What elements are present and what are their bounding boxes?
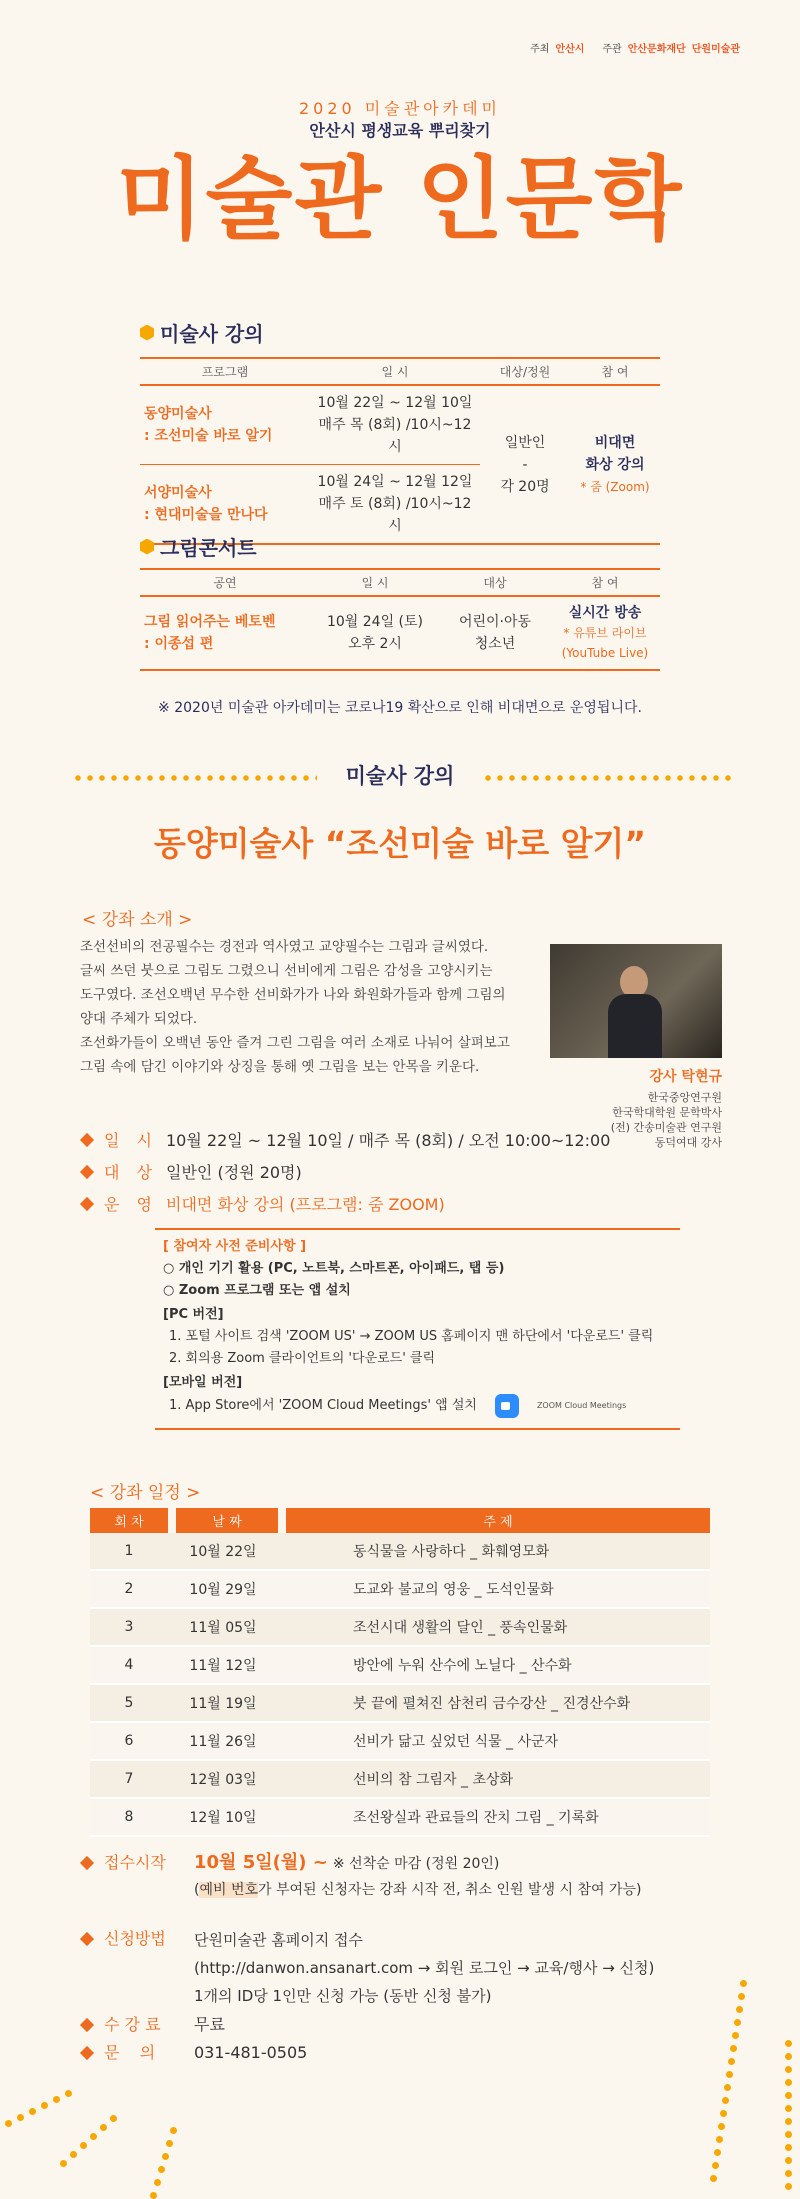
- intro-line: 조선화가들이 오백년 동안 즐겨 그린 그림을 여러 소재로 나눠어 살펴보고: [80, 1035, 510, 1051]
- col-target: 대상/정원: [480, 358, 570, 385]
- intro-line: 그림 속에 담긴 이야기와 상징을 통해 옛 그림을 보는 안목을 키운다.: [80, 1059, 480, 1075]
- fee-value: 무료: [194, 2015, 225, 2034]
- decor-dot: [732, 2032, 739, 2039]
- decor-dot: [710, 2175, 717, 2182]
- reserve-note: 가 부여된 신청자는 강좌 시작 전, 취소 인원 발생 시 참여 가능): [258, 1882, 642, 1898]
- fee-row: [82, 2012, 225, 2038]
- decor-dot: [720, 2110, 727, 2117]
- col-target: 대상: [440, 569, 550, 596]
- info-value: 10월 22일 ~ 12월 10일 / 매주 목 (8회) / 오전 10:00~12:00: [166, 1131, 611, 1150]
- mobile-step: 1. App Store에서 'ZOOM Cloud Meetings' 앱 설치: [169, 1398, 477, 1413]
- intro-line: 글씨 쓰던 붓으로 그림도 그렸으니 선비에게 그림은 감성을 고양시키는: [80, 963, 493, 979]
- decor-dot: [785, 2105, 792, 2112]
- session-date: 12월 10일: [168, 1799, 278, 1837]
- diamond-bullet-icon: [80, 1132, 94, 1146]
- info-operation: [82, 1192, 445, 1215]
- decor-dot: [785, 2131, 792, 2138]
- intro-text: [80, 935, 530, 1079]
- decor-dot: [785, 2092, 792, 2099]
- decor-dot: [738, 1993, 745, 2000]
- session-no: 5: [90, 1685, 168, 1723]
- capacity: 각 20명: [500, 478, 550, 495]
- diamond-bullet-icon: [80, 1196, 94, 1210]
- decor-dot: [29, 2108, 36, 2115]
- lecture-band-title: 미술사 강의: [345, 764, 455, 788]
- program-time: 매주 목 (8회) /10시~12시: [318, 417, 472, 455]
- bio-line: 동덕여대 강사: [654, 1136, 722, 1149]
- concert-date: 10월 24일 (토): [326, 614, 424, 630]
- session-subject: 조선시대 생활의 달인 _ 풍속인물화: [278, 1609, 710, 1647]
- lecturer-photo: [550, 944, 722, 1058]
- intro-line: 조선선비의 전공필수는 경전과 역사였고 교양필수는 그림과 글씨였다.: [80, 939, 489, 955]
- contact-value: 031-481-0505: [194, 2043, 308, 2062]
- col-session: 회 차: [90, 1508, 168, 1533]
- art-history-table: [140, 357, 660, 545]
- diamond-bullet-icon: [80, 1932, 94, 1946]
- intro-line: 양대 주체가 되었다.: [80, 1011, 198, 1027]
- youtube-live: * 유튜브 라이브: [563, 626, 647, 640]
- apply-start: [82, 1850, 641, 1903]
- schedule-table: [90, 1508, 710, 1837]
- session-date: 10월 22일: [168, 1533, 278, 1571]
- decor-dot: [41, 2102, 48, 2109]
- concert-target2: 청소년: [474, 636, 516, 652]
- decor-dot: [718, 2123, 725, 2130]
- intro-heading: < 강좌 소개 >: [82, 910, 193, 930]
- organizer-logos: [602, 40, 740, 55]
- decor-dot: [736, 2006, 743, 2013]
- contact-row: [82, 2040, 307, 2066]
- session-no: 1: [90, 1533, 168, 1571]
- col-program: 프로그램: [140, 358, 310, 385]
- program-date: 10월 24일 ~ 12월 12일: [317, 474, 473, 490]
- diamond-bullet-icon: [80, 1164, 94, 1178]
- method-url[interactable]: (http://danwon.ansanart.com → 회원 로그인 → 교육/행사 → 신청): [194, 1959, 655, 1977]
- bio-line: (전) 간송미술관 연구원: [610, 1121, 722, 1134]
- diamond-bullet-icon: [80, 2018, 94, 2032]
- info-label: 일 시: [104, 1131, 158, 1150]
- ansan-logo: 안산시: [555, 44, 585, 55]
- session-date: 11월 19일: [168, 1685, 278, 1723]
- info-label: 운 영: [104, 1195, 158, 1214]
- session-no: 8: [90, 1799, 168, 1837]
- session-subject: 선비가 닮고 싶었던 식물 _ 사군자: [278, 1723, 710, 1761]
- target: 일반인: [504, 434, 546, 451]
- dash: -: [522, 456, 528, 473]
- decor-dot: [70, 2151, 77, 2158]
- col-participation: 참 여: [550, 569, 660, 596]
- sponsor-logos: [530, 40, 740, 55]
- participation-type2: 화상 강의: [585, 456, 645, 473]
- session-no: 3: [90, 1609, 168, 1647]
- concert-name: 그림 읽어주는 베토벤: [144, 614, 276, 630]
- session-no: 2: [90, 1571, 168, 1609]
- table-row: [90, 1571, 710, 1609]
- apply-start-date: 10월 5일(월) ~: [194, 1852, 328, 1873]
- hexagon-icon: [140, 539, 154, 555]
- zoom-app-name: ZOOM Cloud Meetings: [536, 1401, 627, 1410]
- table-row: [140, 596, 660, 670]
- decor-dot: [785, 2040, 792, 2047]
- method-line: 단원미술관 홈페이지 접수: [194, 1931, 363, 1949]
- concert-table: [140, 568, 660, 671]
- program-subtitle: : 조선미술 바로 알기: [144, 428, 273, 444]
- lecture-title: 동양미술사 “조선미술 바로 알기”: [153, 824, 647, 863]
- pc-version-title: [PC 버전]: [163, 1307, 224, 1322]
- paren-open: (: [194, 1882, 200, 1898]
- hexagon-icon: [140, 325, 154, 341]
- program-name: 동양미술사: [144, 406, 212, 422]
- pc-step: 1. 포털 사이트 검색 'ZOOM US' → ZOOM US 홈페이지 맨 하단에서 '다운로드' 클릭: [169, 1329, 654, 1344]
- apply-start-note: ※ 선착순 마감 (정원 20인): [332, 1856, 500, 1872]
- decor-dot: [785, 2118, 792, 2125]
- decor-dot: [734, 2019, 741, 2026]
- intro-line: 도구였다. 조선오백년 무수한 선비화가가 나와 화원화가들과 함께 그림의: [80, 987, 506, 1003]
- table-row: [90, 1647, 710, 1685]
- decor-dot: [730, 2045, 737, 2052]
- session-no: 7: [90, 1761, 168, 1799]
- session-no: 6: [90, 1723, 168, 1761]
- session-date: 11월 26일: [168, 1723, 278, 1761]
- prep-item: ○ 개인 기기 활용 (PC, 노트북, 스마트폰, 아이패드, 탭 등): [163, 1261, 505, 1276]
- bio-line: 한국학대학원 문학박사: [612, 1106, 722, 1119]
- decor-dot: [154, 2179, 161, 2186]
- section-title: 그림콘서트: [160, 536, 257, 560]
- decor-dot: [724, 2084, 731, 2091]
- preparation-box: [155, 1228, 680, 1430]
- col-date: 일 시: [310, 569, 440, 596]
- decor-dot: [60, 2160, 67, 2167]
- lecturer-name: 강사 탁현규: [649, 1069, 722, 1085]
- participation-tool: * 줌 (Zoom): [580, 479, 650, 494]
- decor-dot: [158, 2166, 165, 2173]
- decor-dot: [166, 2140, 173, 2147]
- session-date: 11월 12일: [168, 1647, 278, 1685]
- apply-start-content: [194, 1850, 641, 1903]
- fee-label: 수 강 료: [104, 2015, 161, 2034]
- session-date: 11월 05일: [168, 1609, 278, 1647]
- col-subject: 주 제: [278, 1508, 710, 1533]
- session-subject: 도교와 불교의 영웅 _ 도석인물화: [278, 1571, 710, 1609]
- program-time: 매주 토 (8회) /10시~12시: [318, 496, 472, 534]
- program-name: 서양미술사: [144, 485, 212, 501]
- foundation-logo: 안산문화재단: [627, 44, 686, 55]
- col-participation: 참 여: [570, 358, 660, 385]
- section-title: 미술사 강의: [160, 322, 264, 346]
- session-subject: 동식물을 사랑하다 _ 화훼영모화: [278, 1533, 710, 1571]
- program-subtitle: 안산시 평생교육 뿌리찾기: [309, 121, 491, 140]
- table-row: [90, 1685, 710, 1723]
- table-row: [140, 385, 660, 465]
- session-no: 4: [90, 1647, 168, 1685]
- schedule-heading: < 강좌 일정 >: [90, 1483, 201, 1503]
- participation-type: 비대면: [594, 434, 636, 451]
- concert-heading: [140, 532, 257, 561]
- decor-dot: [90, 2133, 97, 2140]
- info-value: 일반인 (정원 20명): [166, 1163, 302, 1182]
- mobile-version-title: [모바일 버전]: [163, 1375, 243, 1390]
- concert-time: 오후 2시: [348, 636, 402, 652]
- info-date: [82, 1128, 610, 1151]
- table-row: [90, 1533, 710, 1571]
- mobile-step-row: [163, 1394, 672, 1418]
- decor-dot: [785, 2170, 792, 2177]
- session-subject: 선비의 참 그림자 _ 초상화: [278, 1761, 710, 1799]
- youtube-live-en: (YouTube Live): [561, 646, 649, 660]
- session-subject: 조선왕실과 관료들의 잔치 그림 _ 기록화: [278, 1799, 710, 1837]
- method-line: 1개의 ID당 1인만 신청 가능 (동반 신청 불가): [194, 1987, 492, 2005]
- col-date: 일 시: [310, 358, 480, 385]
- prep-title: [ 참여자 사전 준비사항 ]: [163, 1239, 307, 1254]
- apply-method-label: 신청방법: [104, 1929, 166, 1948]
- decor-dot: [785, 2079, 792, 2086]
- table-row: [90, 1799, 710, 1837]
- decor-dot: [785, 2066, 792, 2073]
- decor-dot: [785, 2157, 792, 2164]
- decor-dot: [714, 2149, 721, 2156]
- prep-item: ○ Zoom 프로그램 또는 앱 설치: [163, 1283, 351, 1298]
- decor-dot: [5, 2120, 12, 2127]
- decor-dot: [53, 2096, 60, 2103]
- session-subject: 붓 끝에 펼쳐진 삼천리 금수강산 _ 진경산수화: [278, 1685, 710, 1723]
- pc-step: 2. 회의용 Zoom 클라이언트의 '다운로드' 클릭: [169, 1351, 436, 1366]
- hero-title: 미술관 인문학: [116, 147, 684, 252]
- table-row: [90, 1609, 710, 1647]
- covid-notice: ※ 2020년 미술관 아카데미는 코로나19 확산으로 인해 비대면으로 운영됩니다.: [158, 700, 642, 716]
- decor-dot: [726, 2071, 733, 2078]
- decor-dot: [785, 2144, 792, 2151]
- decor-dot: [80, 2142, 87, 2149]
- decor-dot: [785, 2053, 792, 2060]
- contact-label: 문 의: [104, 2043, 156, 2062]
- concert-target: 어린이·아동: [458, 614, 532, 630]
- decor-dot: [162, 2153, 169, 2160]
- info-target: [82, 1160, 302, 1183]
- decor-dot: [150, 2192, 157, 2199]
- session-date: 10월 29일: [168, 1571, 278, 1609]
- col-performance: 공연: [140, 569, 310, 596]
- program-date: 10월 22일 ~ 12월 10일: [317, 395, 473, 411]
- reserve-number: 예비 번호: [199, 1882, 259, 1898]
- apply-method-content: [194, 1926, 654, 2010]
- museum-logo: 단원미술관: [691, 44, 740, 55]
- decor-dot: [17, 2114, 24, 2121]
- host-logo: [530, 40, 584, 55]
- table-row: [90, 1723, 710, 1761]
- diamond-bullet-icon: [80, 1856, 94, 1870]
- broadcast-type: 실시간 방송: [568, 605, 642, 621]
- apply-start-label: 접수시작: [104, 1853, 166, 1872]
- col-date: 날 짜: [168, 1508, 278, 1533]
- apply-method: [82, 1926, 654, 2010]
- decor-dot: [740, 1980, 747, 1987]
- organizer-label: 주관: [602, 44, 622, 55]
- info-label: 대 상: [104, 1163, 158, 1182]
- session-subject: 방안에 누워 산수에 노닐다 _ 산수화: [278, 1647, 710, 1685]
- session-date: 12월 03일: [168, 1761, 278, 1799]
- decor-dot: [65, 2090, 72, 2097]
- bio-line: 한국중앙연구원: [647, 1091, 722, 1104]
- host-label: 주최: [530, 44, 550, 55]
- decor-dot: [712, 2162, 719, 2169]
- decor-dot: [716, 2136, 723, 2143]
- diamond-bullet-icon: [80, 2046, 94, 2060]
- program-subtitle: : 현대미술을 만나다: [144, 507, 268, 523]
- zoom-app-icon: [495, 1394, 519, 1418]
- decor-dot: [170, 2127, 177, 2134]
- concert-subtitle: : 이종섭 편: [144, 636, 214, 652]
- info-value: 비대면 화상 강의 (프로그램: 줌 ZOOM): [166, 1195, 445, 1214]
- decor-dot: [110, 2115, 117, 2122]
- table-row: [90, 1761, 710, 1799]
- decor-dot: [722, 2097, 729, 2104]
- decor-dot: [728, 2058, 735, 2065]
- decor-dot: [785, 2183, 792, 2190]
- art-history-heading: [140, 318, 264, 347]
- academy-subtitle: 2020 미술관아카데미: [299, 99, 501, 118]
- decor-dot: [100, 2124, 107, 2131]
